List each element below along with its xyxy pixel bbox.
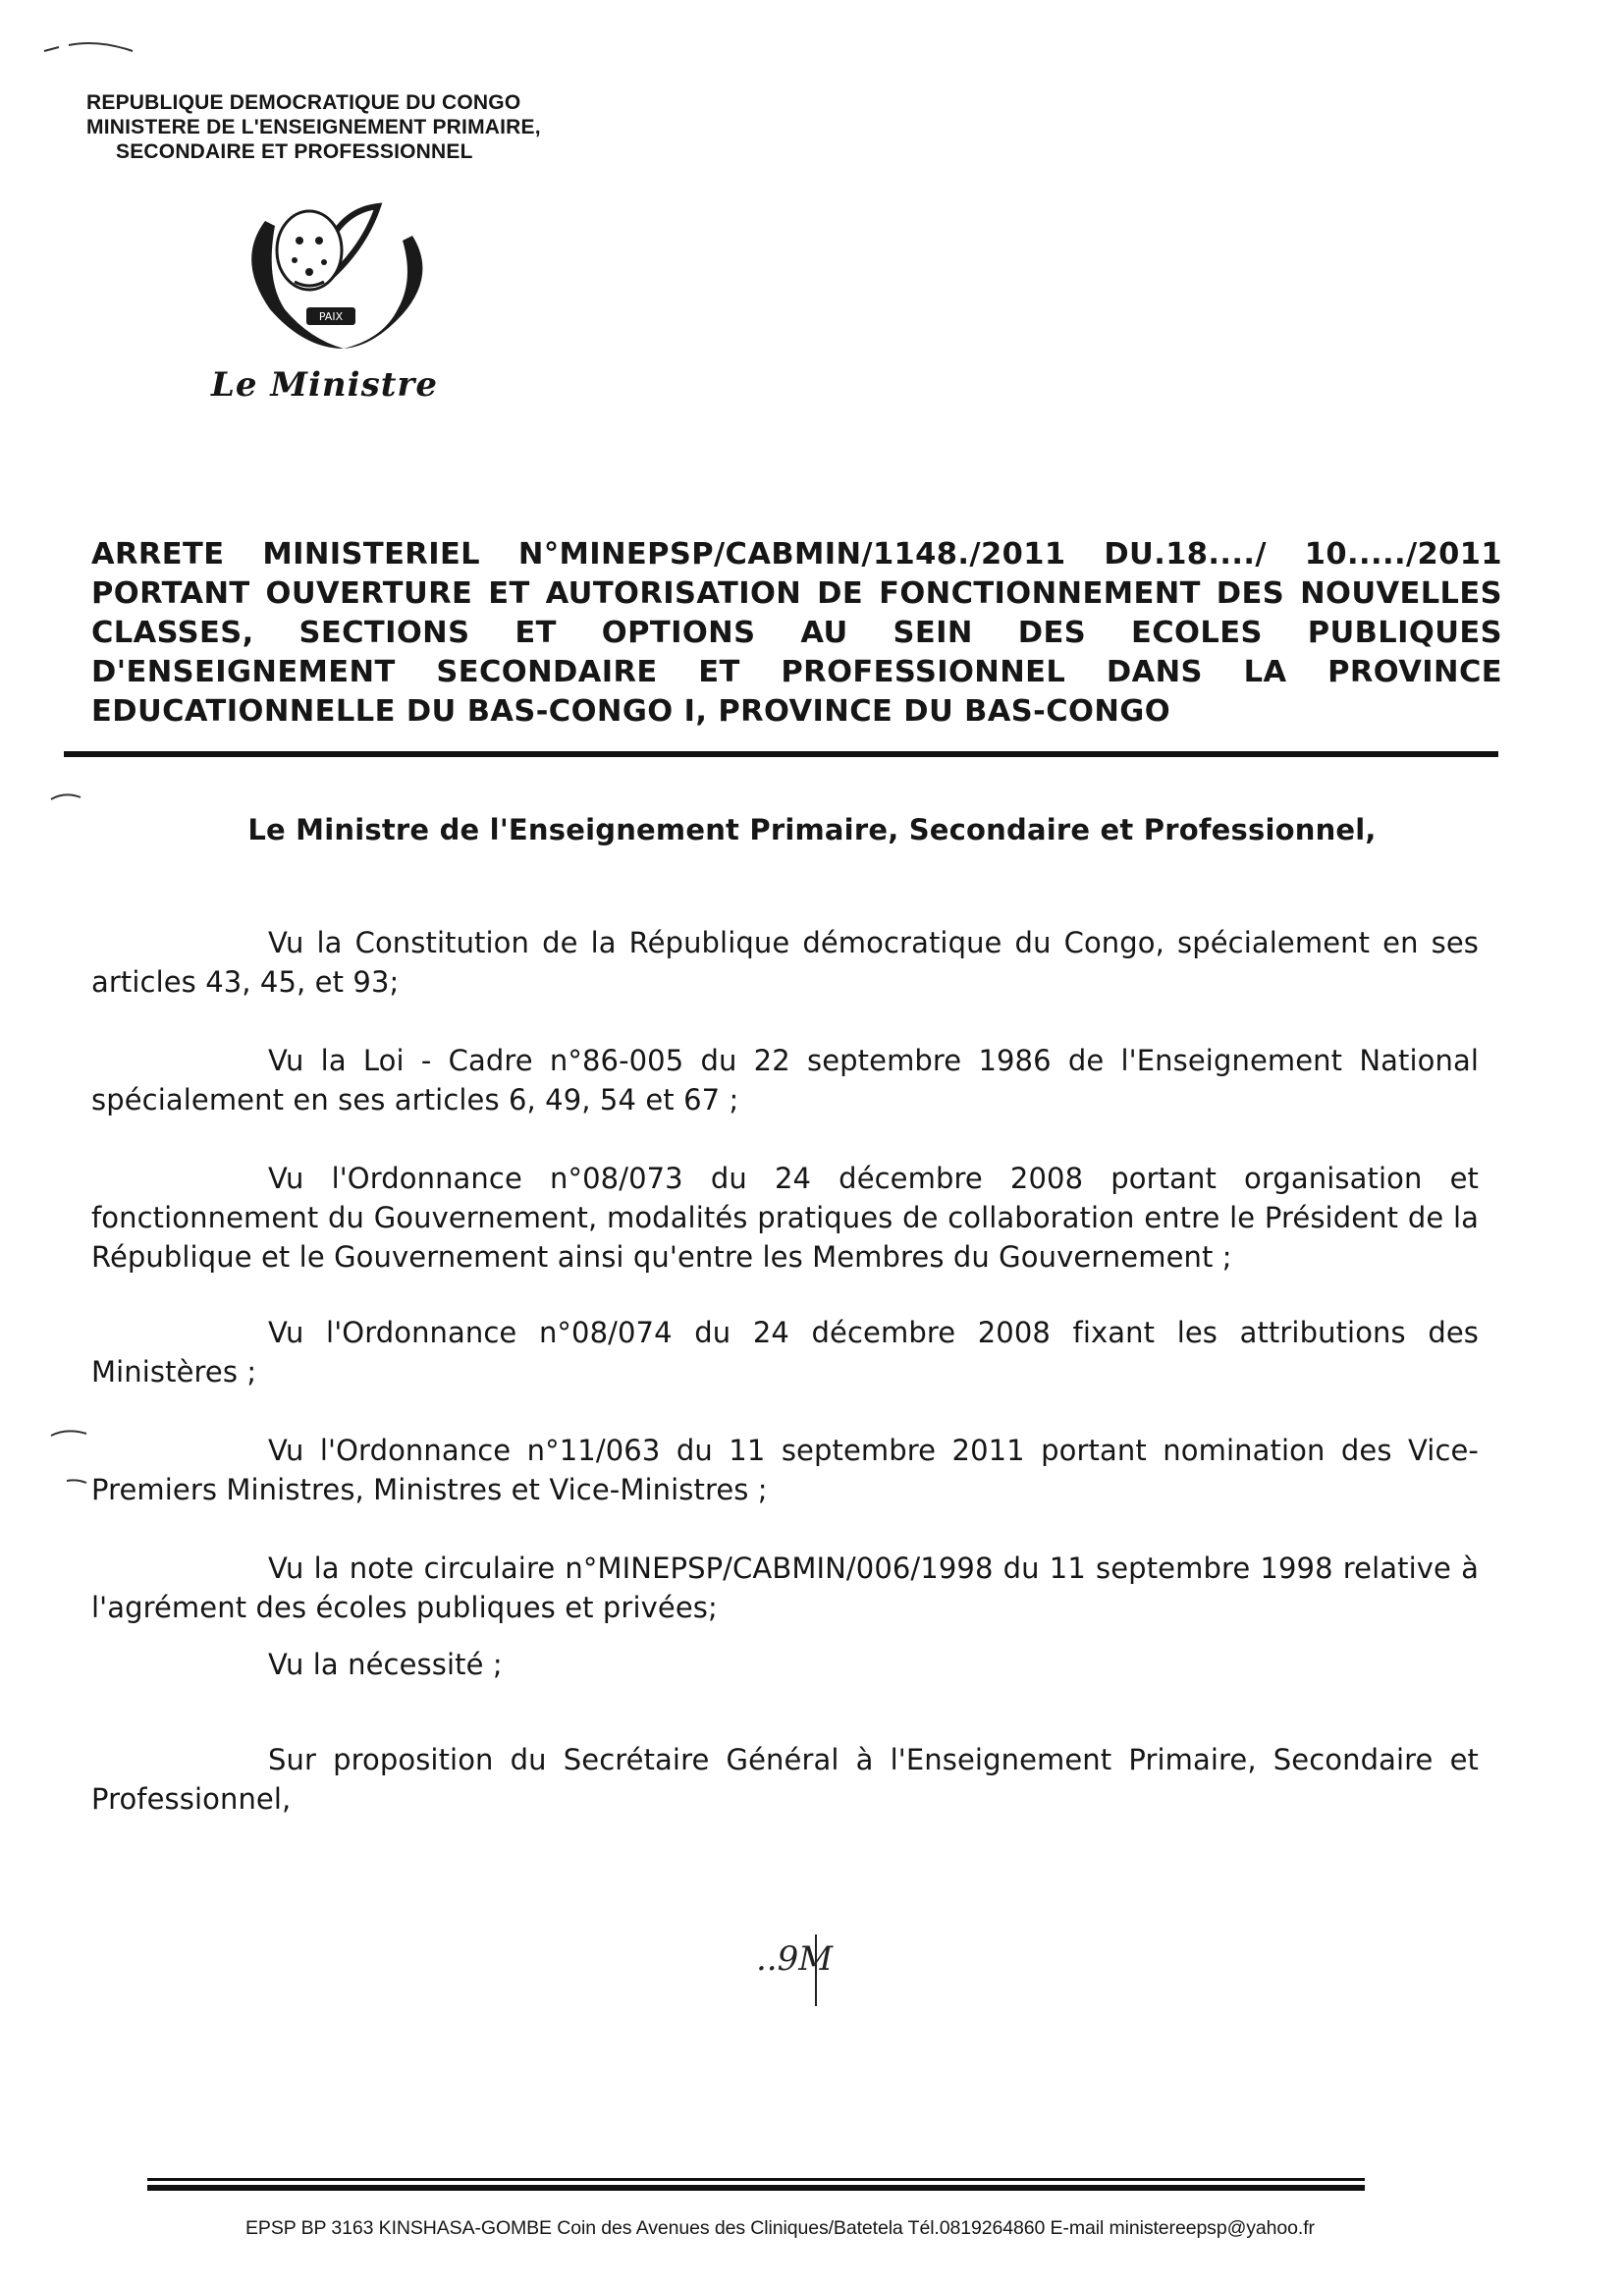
decree-title-line3: CLASSES, SECTIONS ET OPTIONS AU SEIN DES ECOLES PUBLIQUES	[91, 616, 1502, 650]
decree-title-line5: EDUCATIONNELLE DU BAS-CONGO I, PROVINCE DU BAS-CONGO	[91, 694, 1171, 729]
recital-text: Vu la Loi - Cadre n°86-005 du 22 septembre 1986 de l'Enseignement National spécialement en ses articles 6, 49, 54 et 67 ;	[91, 1044, 1479, 1116]
recital-paragraph	[91, 1041, 1479, 1119]
recital-text: Vu l'Ordonnance n°08/074 du 24 décembre 2008 fixant les attributions des Ministères ;	[91, 1316, 1479, 1389]
minister-heading: Le Ministre de l'Enseignement Primaire, Secondaire et Professionnel,	[247, 813, 1377, 846]
decree-title	[91, 535, 1502, 732]
scan-mark-top	[39, 29, 147, 59]
recital-paragraph	[91, 1740, 1479, 1819]
recital-text: Sur proposition du Secrétaire Général à l'Enseignement Primaire, Secondaire et Professionnel,	[91, 1743, 1479, 1816]
ministry-name-line1: MINISTERE DE L'ENSEIGNEMENT PRIMAIRE,	[86, 116, 541, 138]
recital-text: Vu la note circulaire n°MINEPSP/CABMIN/006/1998 du 11 septembre 1998 relative à l'agrément des écoles publiques et privées;	[91, 1552, 1479, 1624]
letterhead	[86, 90, 541, 164]
emblem-motto: PAIX	[318, 310, 344, 323]
initials-stroke	[811, 1933, 821, 2011]
coat-of-arms-emblem	[196, 191, 461, 363]
recital-paragraph	[91, 1549, 1479, 1627]
footer-contact: EPSP BP 3163 KINSHASA-GOMBE Coin des Avenues des Cliniques/Batetela Tél.0819264860 E-mail ministereepsp@yahoo.fr	[245, 2217, 1315, 2239]
recital-text: Vu l'Ordonnance n°08/073 du 24 décembre 2008 portant organisation et fonctionnement du Gouvernement, modalités pratiques de collaboration entre le Président de la République et le Gouvernement ainsi qu'entre les Membres du Gouvernement ;	[91, 1162, 1479, 1274]
recital-paragraph	[91, 1431, 1479, 1509]
recital-paragraph	[91, 1313, 1479, 1391]
recital-text: Vu la nécessité ;	[268, 1648, 503, 1681]
scan-mark-margin-1	[47, 786, 86, 815]
decree-title-line2: PORTANT OUVERTURE ET AUTORISATION DE FONCTIONNEMENT DES NOUVELLES	[91, 576, 1502, 611]
country-name: REPUBLIQUE DEMOCRATIQUE DU CONGO	[86, 91, 521, 114]
signature-title: Le Ministre	[211, 365, 438, 405]
ministry-name-line2: SECONDAIRE ET PROFESSIONNEL	[116, 140, 473, 163]
footer-rule-thin	[147, 2178, 1365, 2181]
recital-paragraph	[91, 1645, 1479, 1684]
decree-title-line4: D'ENSEIGNEMENT SECONDAIRE ET PROFESSIONNEL DANS LA PROVINCE	[91, 655, 1502, 689]
recital-paragraph	[91, 923, 1479, 1002]
recital-text: Vu l'Ordonnance n°11/063 du 11 septembre 2011 portant nomination des Vice-Premiers Ministres, Ministres et Vice-Ministres ;	[91, 1434, 1479, 1506]
recital-paragraph	[91, 1159, 1479, 1277]
divider-rule	[64, 751, 1498, 757]
decree-title-line1: ARRETE MINISTERIEL N°MINEPSP/CABMIN/1148./2011 DU.18..../ 10...../2011	[91, 537, 1502, 572]
scan-mark-margin-2	[47, 1424, 96, 1493]
recital-text: Vu la Constitution de la République démocratique du Congo, spécialement en ses articles 43, 45, et 93;	[91, 926, 1479, 999]
footer-rule-thick	[147, 2185, 1365, 2191]
page-initials: ..9M	[756, 1939, 834, 1979]
